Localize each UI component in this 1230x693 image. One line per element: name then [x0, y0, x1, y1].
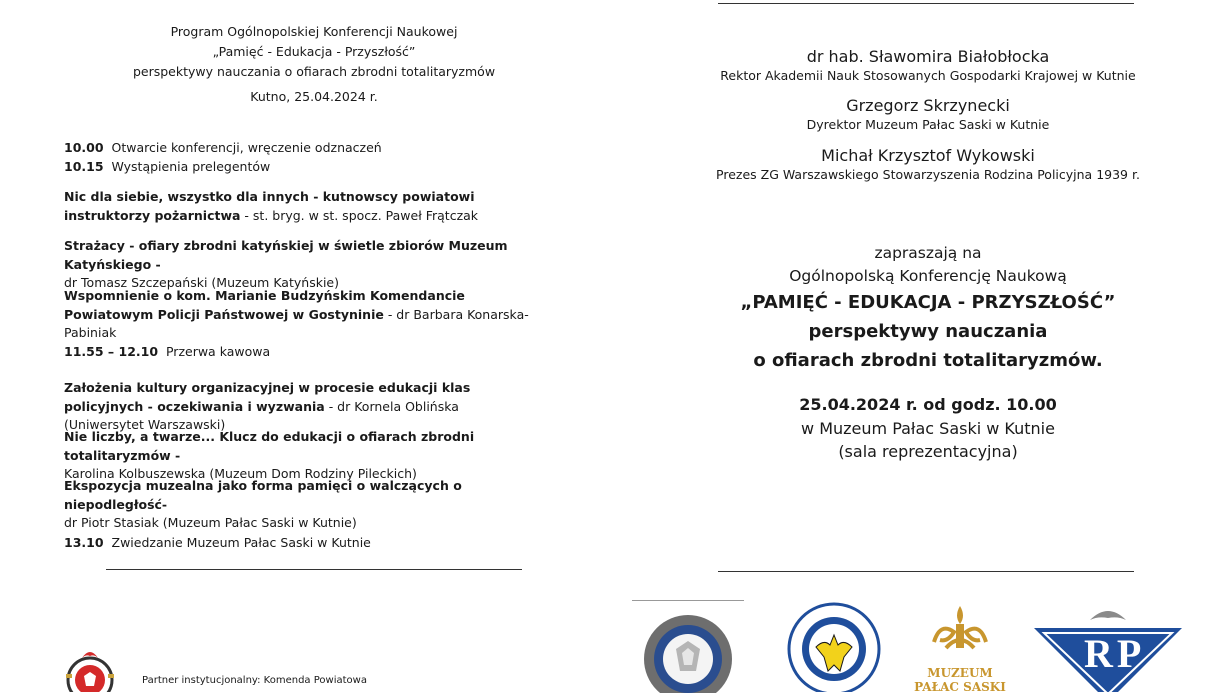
program-header-line-1: Program Ogólnopolskiej Konferencji Naukowej [170, 24, 458, 39]
talk [64, 287, 554, 343]
host-role: Prezes ZG Warszawskiego Stowarzyszenia Rodzina Policyjna 1939 r. [716, 167, 1140, 182]
right-bottom-divider [718, 571, 1134, 572]
talk-author: dr Piotr Stasiak (Muzeum Pałac Saski w Kutnie) [64, 515, 357, 530]
talk-title: Ekspozycja muzealna jako forma pamięci o walczących o niepodległość- [64, 478, 462, 512]
police-wreath-icon [632, 601, 744, 693]
program-place-date: Kutno, 25.04.2024 r. [250, 89, 378, 104]
invitation-place: w Muzeum Pałac Saski w Kutnie [801, 419, 1055, 438]
host-name: Michał Krzysztof Wykowski [821, 146, 1035, 165]
agenda-time: 10.15 [64, 159, 104, 174]
talk [64, 477, 554, 533]
fire-service-emblem-icon [60, 644, 120, 692]
museum-logo-line-1: MUZEUM [927, 666, 993, 680]
invitation-room: (sala reprezentacyjna) [838, 442, 1018, 461]
rp-letters: RP [1084, 631, 1146, 676]
talk-author: - dr Kornela Oblińska (Uniwersytet Warszawski) [64, 398, 459, 432]
talk-author: Karolina Kolbuszewska (Muzeum Dom Rodziny Pileckich) [64, 466, 417, 481]
talk-title: Założenia kultury organizacyjnej w procesie edukacji klas policyjnych - oczekiwania i wyzwania [64, 380, 471, 414]
coffee-break [64, 343, 554, 362]
invitation-subtitle-1: perspektywy nauczania [808, 321, 1048, 342]
invitation-line-1: zapraszają na [874, 244, 982, 262]
museum-logo-line-2: PAŁAC SASKI [914, 680, 1006, 692]
agenda-text: Otwarcie konferencji, wręczenie odznaczeń [111, 140, 382, 155]
talk [64, 379, 524, 435]
invitation-subtitle-2: o ofiarach zbrodni totalitaryzmów. [753, 350, 1103, 371]
break-text: Przerwa kawowa [165, 344, 271, 359]
host-role: Rektor Akademii Nauk Stosowanych Gospodarki Krajowej w Kutnie [720, 68, 1136, 83]
left-divider [106, 569, 522, 570]
talk-author: - dr Barbara Konarska-Pabiniak [64, 306, 529, 340]
talk-title: Nic dla siebie, wszystko dla innych - kutnowscy powiatowi instruktorzy pożarnictwa [64, 189, 475, 223]
talk [64, 237, 554, 293]
university-eagle-icon [786, 601, 882, 692]
closing-text: Zwiedzanie Muzeum Pałac Saski w Kutnie [111, 535, 371, 550]
host-role: Dyrektor Muzeum Pałac Saski w Kutnie [806, 117, 1050, 132]
program-header-line-3: perspektywy nauczania o ofiarach zbrodni totalitaryzmów [132, 64, 496, 79]
talk-author: dr Tomasz Szczepański (Muzeum Katyńskie) [64, 275, 339, 290]
talk-title: Strażacy - ofiary zbrodni katyńskiej w świetle zbiorów Muzeum Katyńskiego - [64, 238, 508, 272]
university-emblem-logo [786, 601, 882, 692]
museum-logo [910, 602, 1010, 692]
host-name: dr hab. Sławomira Białobłocka [806, 47, 1050, 66]
invitation-line-2: Ogólnopolską Konferencję Naukową [789, 267, 1067, 285]
agenda-time: 10.00 [64, 140, 104, 155]
police-emblem-logo [632, 600, 744, 693]
closing-item [64, 534, 554, 553]
talk-title: Nie liczby, a twarze... Klucz do edukacji o ofiarach zbrodni totalitaryzmów - [64, 429, 475, 463]
agenda-item [64, 139, 554, 158]
closing-time: 13.10 [64, 535, 104, 550]
program-header-line-2: „Pamięć - Edukacja - Przyszłość” [212, 44, 416, 59]
break-time: 11.55 – 12.10 [64, 344, 159, 359]
talk-title: Wspomnienie o kom. Marianie Budzyńskim Komendancie Powiatowym Policji Państwowej w Gostyninie [64, 288, 465, 322]
talk [64, 428, 554, 484]
museum-ornament-icon [910, 602, 1010, 658]
host-name: Grzegorz Skrzynecki [846, 96, 1010, 115]
talk-author: - st. bryg. w st. spocz. Paweł Frątczak [240, 207, 479, 223]
rp-association-logo [1030, 606, 1186, 692]
invitation-title: „PAMIĘĆ - EDUKACJA - PRZYSZŁOŚĆ” [740, 292, 1116, 313]
talk [64, 188, 524, 225]
partner-text: Partner instytucjonalny: Komenda Powiatowa [142, 675, 367, 686]
right-top-divider [718, 3, 1134, 4]
program-header [106, 22, 522, 82]
host [716, 146, 1140, 183]
invitation [716, 242, 1140, 463]
host [716, 96, 1140, 133]
invitation-date: 25.04.2024 r. od godz. 10.00 [799, 395, 1057, 414]
agenda-item [64, 158, 554, 177]
host [716, 47, 1140, 84]
agenda-text: Wystąpienia prelegentów [111, 159, 271, 174]
